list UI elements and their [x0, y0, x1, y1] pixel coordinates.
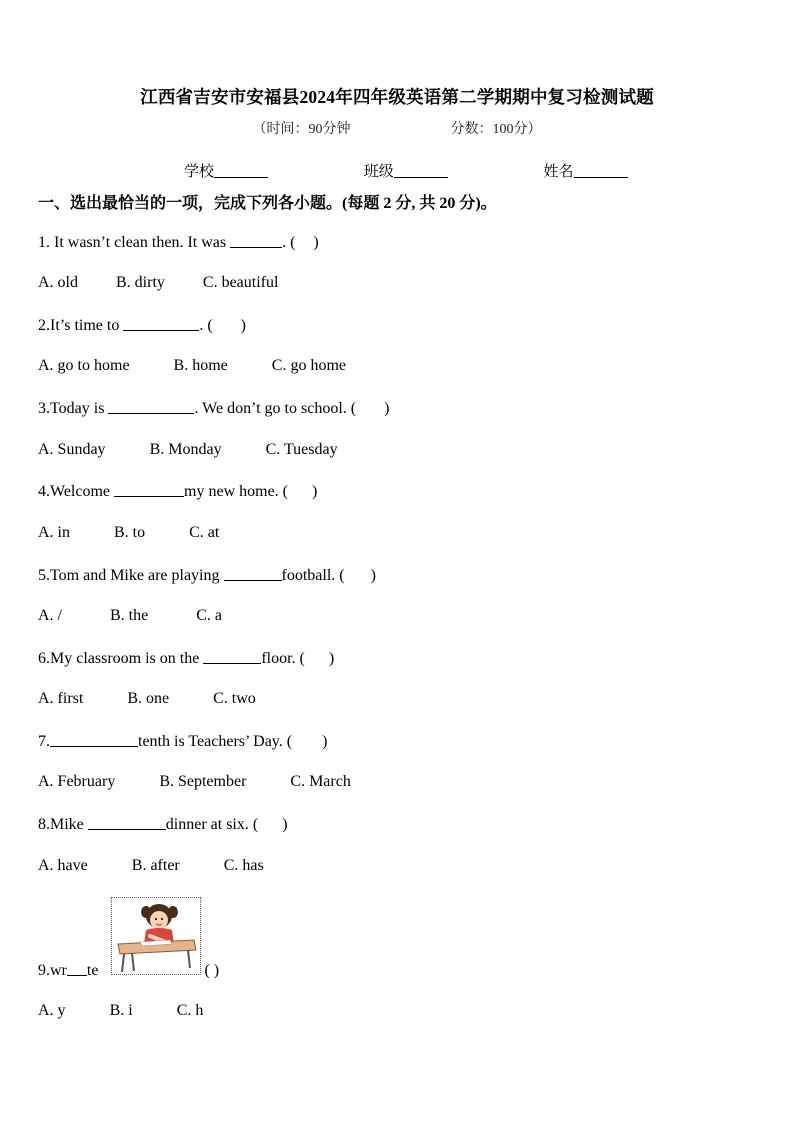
- answer-blank[interactable]: [230, 233, 282, 248]
- option-c[interactable]: C. March: [290, 773, 351, 790]
- option-b[interactable]: B. to: [114, 524, 146, 541]
- question-paren: ( ): [204, 962, 220, 979]
- question-2: [38, 316, 246, 335]
- option-c[interactable]: C. h: [176, 1002, 204, 1019]
- question-text: 8.Mike: [38, 816, 88, 833]
- class-blank[interactable]: [394, 163, 448, 178]
- option-b[interactable]: B. September: [159, 773, 247, 790]
- option-b[interactable]: B. home: [173, 357, 228, 374]
- question-text: dinner at six. (: [165, 816, 259, 833]
- question-paren: ): [328, 650, 335, 667]
- option-a[interactable]: A. Sunday: [38, 441, 106, 458]
- option-b[interactable]: B. dirty: [116, 274, 165, 291]
- name-label: 姓名: [543, 164, 574, 180]
- question-text: . (: [199, 317, 213, 334]
- option-c[interactable]: C. Tuesday: [265, 441, 338, 458]
- question-text: my new home. (: [184, 483, 288, 500]
- question-paren: ): [322, 733, 328, 750]
- options-1: [38, 274, 278, 292]
- options-8: [38, 857, 264, 875]
- question-text: . We don’t go to school. (: [194, 400, 357, 417]
- class-field: [364, 160, 448, 181]
- question-text: 6.My classroom is on the: [38, 650, 204, 667]
- question-paren: ): [282, 816, 288, 833]
- option-a[interactable]: A. /: [38, 607, 62, 624]
- question-paren: ): [370, 567, 376, 584]
- question-5: [38, 566, 376, 585]
- answer-blank[interactable]: [67, 961, 87, 976]
- option-b[interactable]: B. Monday: [149, 441, 222, 458]
- option-a[interactable]: A. first: [38, 690, 84, 707]
- answer-blank[interactable]: [108, 399, 194, 414]
- school-blank[interactable]: [214, 163, 268, 178]
- student-info: [184, 160, 628, 181]
- question-paren: ): [384, 400, 390, 417]
- question-text: 2.It’s time to: [38, 317, 124, 334]
- question-text: . (: [282, 234, 296, 251]
- question-text: 7.: [38, 733, 50, 750]
- school-label: 学校: [184, 164, 215, 180]
- answer-blank[interactable]: [114, 482, 184, 497]
- option-a[interactable]: A. old: [38, 274, 78, 291]
- question-paren: ): [240, 317, 246, 334]
- class-label: 班级: [363, 164, 394, 180]
- question-text: 5.Tom and Mike are playing: [38, 567, 224, 584]
- name-field: [544, 160, 628, 181]
- name-blank[interactable]: [574, 163, 628, 178]
- option-c[interactable]: C. a: [196, 607, 222, 624]
- options-6: [38, 690, 256, 708]
- option-c[interactable]: C. has: [223, 857, 264, 874]
- options-9: [38, 1002, 203, 1020]
- option-a[interactable]: A. have: [38, 857, 88, 874]
- option-c[interactable]: C. go home: [271, 357, 346, 374]
- school-field: [184, 160, 268, 181]
- option-c[interactable]: C. at: [189, 524, 220, 541]
- question-text: tenth is Teachers’ Day. (: [138, 733, 293, 750]
- question-text: floor. (: [261, 650, 305, 667]
- option-b[interactable]: B. after: [131, 857, 180, 874]
- option-b[interactable]: B. one: [127, 690, 170, 707]
- answer-blank[interactable]: [50, 732, 138, 747]
- question-9: [38, 961, 219, 980]
- options-3: [38, 441, 338, 459]
- option-c[interactable]: C. two: [213, 690, 256, 707]
- question-3: [38, 399, 389, 418]
- question-text: 9.wr: [38, 962, 67, 979]
- question-7: [38, 732, 327, 751]
- option-a[interactable]: A. in: [38, 524, 70, 541]
- question-6: [38, 649, 334, 668]
- exam-title: 江西省吉安市安福县2024年四年级英语第二学期期中复习检测试题: [140, 87, 654, 107]
- option-b[interactable]: B. the: [110, 607, 149, 624]
- question-text: 3.Today is: [38, 400, 109, 417]
- answer-blank[interactable]: [88, 815, 166, 830]
- option-a[interactable]: A. February: [38, 773, 116, 790]
- option-b[interactable]: B. i: [109, 1002, 133, 1019]
- options-2: [38, 357, 346, 375]
- answer-blank[interactable]: [203, 649, 261, 664]
- options-7: [38, 773, 351, 791]
- total-score: 分数：100分）: [450, 122, 542, 137]
- answer-blank[interactable]: [224, 566, 282, 581]
- exam-subtitle: [0, 118, 794, 138]
- question-text: 1. It wasn’t clean then. It was: [38, 234, 231, 251]
- option-a[interactable]: A. y: [38, 1002, 66, 1019]
- question-text: 4.Welcome: [38, 483, 115, 500]
- question-text: football. (: [281, 567, 345, 584]
- question-4: [38, 482, 317, 501]
- question-8: [38, 815, 288, 834]
- question-paren: ): [313, 234, 319, 251]
- option-c[interactable]: C. beautiful: [202, 274, 279, 291]
- question-text: te: [86, 962, 99, 979]
- options-5: [38, 607, 222, 625]
- options-4: [38, 524, 219, 542]
- question-1: [38, 233, 319, 252]
- time-limit: （时间：90分钟: [252, 122, 351, 137]
- answer-blank[interactable]: [123, 316, 199, 331]
- section-heading: 一、选出最恰当的一项，完成下列各小题。(每题 2 分, 共 20 分)。: [38, 195, 497, 212]
- question-paren: ): [312, 483, 318, 500]
- option-a[interactable]: A. go to home: [38, 357, 130, 374]
